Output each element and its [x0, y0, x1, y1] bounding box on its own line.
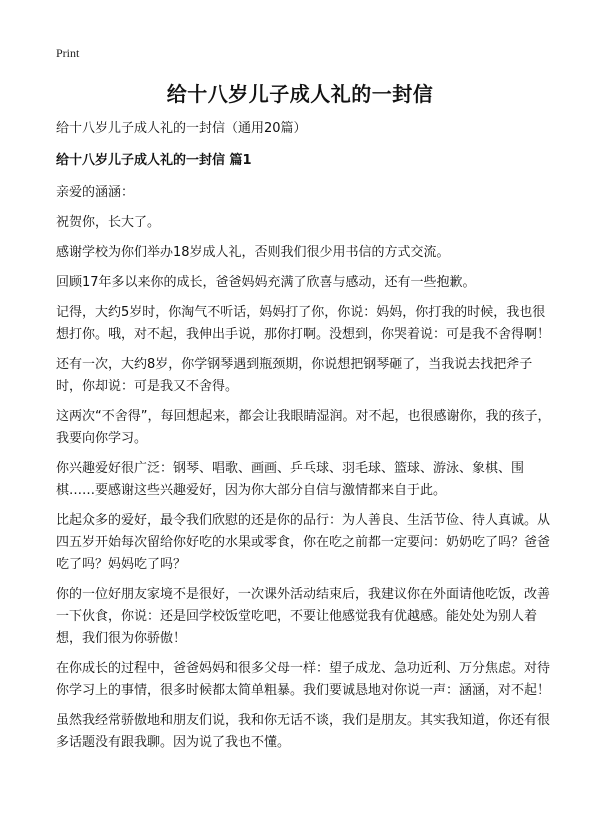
- paragraph: 感谢学校为你们举办18岁成人礼，否则我们很少用书信的方式交流。: [56, 245, 450, 260]
- paragraph: 还有一次，大约8岁，你学钢琴遇到瓶颈期，你说想把钢琴砸了，当我说去找把斧子时，你却说：可是我又不舍得。: [56, 357, 533, 394]
- paragraph: 回顾17年多以来你的成长，爸爸妈妈充满了欣喜与感动，还有一些抱歉。: [56, 275, 476, 290]
- document-body: [56, 118, 556, 762]
- paragraph: 在你成长的过程中，爸爸妈妈和很多父母一样：望子成龙、急功近利、万分焦虑。对待你学习上的事情，很多时候都太简单粗暴。我们要诚恳地对你说一声：涵涵，对不起！: [56, 661, 551, 698]
- paragraph: 你的一位好朋友家境不是很好，一次课外活动结束后，我建议你在外面请他吃饭，改善一下伙食，你说：还是回学校饭堂吃吧，不要让他感觉我有优越感。能处处为别人着想，我们很为你骄傲！: [56, 587, 551, 646]
- section-heading: 给十八岁儿子成人礼的一封信 篇1: [56, 153, 252, 168]
- paragraph: 祝贺你，长大了。: [56, 215, 161, 230]
- page-title: 给十八岁儿子成人礼的一封信: [166, 82, 434, 106]
- paragraph: 记得，大约5岁时，你淘气不听话，妈妈打了你，你说：妈妈，你打我的时候，我也很想打你。哦，对不起，我伸出手说，那你打啊。没想到，你哭着说：可是我不舍得啊！: [56, 305, 551, 342]
- paragraph-greeting: 亲爱的涵涵：: [56, 185, 135, 200]
- paragraph: 这两次“不舍得”，每回想起来，都会让我眼睛湿润。对不起，也很感谢你，我的孩子，我要向你学习。: [56, 409, 551, 446]
- paragraph: 比起众多的爱好，最令我们欣慰的还是你的品行：为人善良、生活节俭、待人真诚。从四五岁开始每次留给你好吃的水果或零食，你在吃之前都一定要问：奶奶吃了吗？爸爸吃了吗？妈妈吃了吗？: [56, 513, 551, 572]
- paragraph: 虽然我经常骄傲地和朋友们说，我和你无话不谈，我们是朋友。其实我知道，你还有很多话题没有跟我聊。因为说了我也不懂。: [56, 713, 551, 750]
- print-link[interactable]: Print: [56, 46, 80, 60]
- paragraph: 你兴趣爱好很广泛：钢琴、唱歌、画画、乒乓球、羽毛球、篮球、游泳、象棋、围棋……要感谢这些兴趣爱好，因为你大部分自信与激情都来自于此。: [56, 461, 525, 498]
- document-subtitle: 给十八岁儿子成人礼的一封信（通用20篇）: [56, 121, 307, 136]
